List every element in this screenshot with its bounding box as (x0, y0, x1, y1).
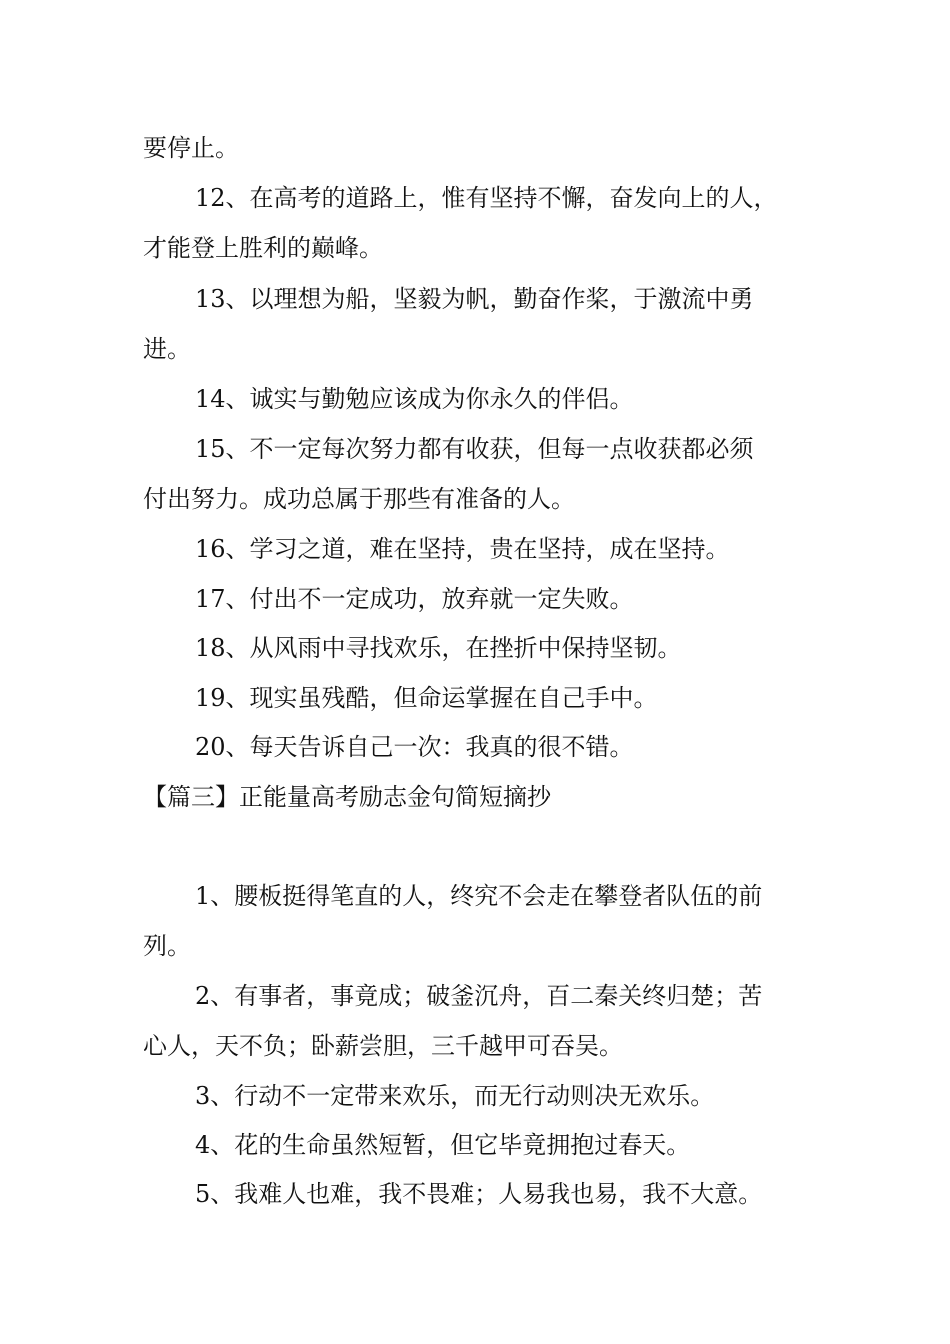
text-line: 15、不一定每次努力都有收获，但每一点收获都必须 (195, 435, 754, 463)
text-line: 17、付出不一定成功，放弃就一定失败。 (195, 585, 634, 613)
text-line: 付出努力。成功总属于那些有准备的人。 (143, 485, 575, 513)
text-line: 才能登上胜利的巅峰。 (143, 234, 383, 262)
text-line: 13、以理想为船，坚毅为帆，勤奋作桨，于激流中勇 (195, 285, 754, 313)
text-line: 1、腰板挺得笔直的人，终究不会走在攀登者队伍的前 (195, 882, 763, 910)
text-line: 要停止。 (143, 134, 239, 162)
text-line: 进。 (143, 335, 191, 363)
text-line: 2、有事者，事竟成；破釜沉舟，百二秦关终归楚；苦 (195, 982, 763, 1010)
text-line: 19、现实虽残酷，但命运掌握在自己手中。 (195, 684, 658, 712)
text-line: 18、从风雨中寻找欢乐，在挫折中保持坚韧。 (195, 634, 682, 662)
text-line: 5、我难人也难，我不畏难；人易我也易，我不大意。 (195, 1180, 763, 1208)
text-line: 心人，天不负；卧薪尝胆，三千越甲可吞吴。 (143, 1032, 623, 1060)
text-line: 12、在高考的道路上，惟有坚持不懈，奋发向上的人， (195, 184, 778, 212)
text-line: 20、每天告诉自己一次：我真的很不错。 (195, 733, 634, 761)
text-line: 16、学习之道，难在坚持，贵在坚持，成在坚持。 (195, 535, 730, 563)
text-line: 4、花的生命虽然短暂，但它毕竟拥抱过春天。 (195, 1131, 691, 1159)
text-line: 列。 (143, 932, 191, 960)
section-heading: 【篇三】正能量高考励志金句简短摘抄 (143, 783, 551, 811)
text-line: 14、诚实与勤勉应该成为你永久的伴侣。 (195, 385, 634, 413)
text-line: 3、行动不一定带来欢乐，而无行动则决无欢乐。 (195, 1082, 715, 1110)
